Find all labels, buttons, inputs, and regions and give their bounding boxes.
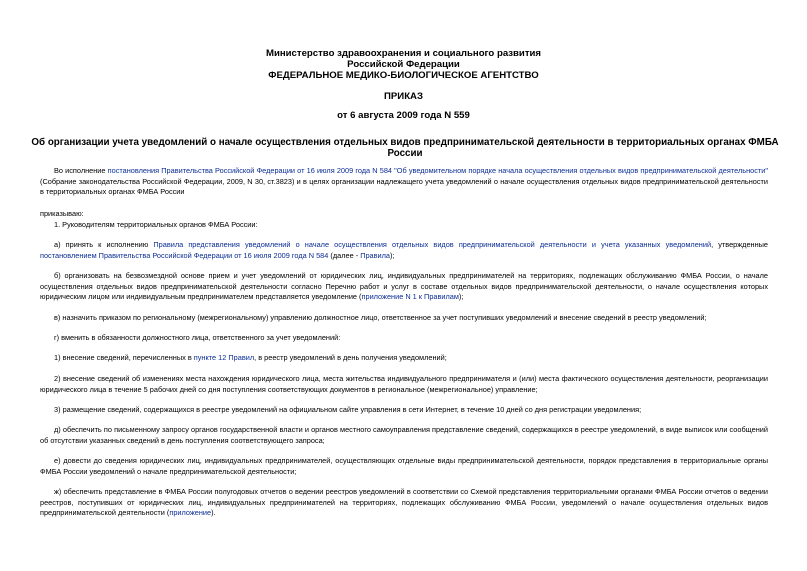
decree-584-link[interactable]: постановления Правительства Российской Федерации от 16 июля 2009 года N 584 "Об уведомительном порядке начала осуществления отдельных видов предпринимательской деятельности" xyxy=(107,166,768,175)
item-g1-prefix: 1) внесение сведений, перечисленных в xyxy=(54,353,194,362)
item-a-suffix-a: (далее - xyxy=(328,250,361,260)
item-e: е) довести до сведения юридических лиц, индивидуальных предпринимателей, осуществляющих отдельные виды предпринимательской деятельности, порядок представления в территориальные органы ФМБА России уведомлений о начале предпринимательской деятельности; xyxy=(40,456,768,476)
document-title: Об организации учета уведомлений о начале осуществления отдельных видов предпринимательской деятельности в территориальных органах ФМБА России xyxy=(31,137,779,159)
item-a-suffix-b: ); xyxy=(390,250,395,260)
item-g: г) вменить в обязанности должностного лица, ответственного за учет уведомлений: xyxy=(54,333,341,342)
agency-name: ФЕДЕРАЛЬНОЕ МЕДИКО-БИОЛОГИЧЕСКОЕ АГЕНТСТВО xyxy=(268,70,539,81)
appendix-link[interactable]: приложение xyxy=(169,508,212,518)
item-b xyxy=(40,271,768,303)
rules-short-link[interactable]: Правила xyxy=(360,250,391,260)
item-v: в) назначить приказом по региональному (межрегиональному) управлению должностное лицо, ответственное за учет поступивших уведомлений и внесение сведений в реестр уведомлений; xyxy=(54,313,707,322)
rules-link[interactable]: Правила представления уведомлений о начале осуществления отдельных видов предпринимательской деятельности и учета указанных уведомлений xyxy=(153,240,712,249)
item-g3: 3) размещение сведений, содержащихся в реестре уведомлений на официальном сайте управления в сети Интернет, в течение 10 дней со дня регистрации уведомления; xyxy=(54,405,642,414)
rules-point-12-link[interactable]: пункте 12 Правил xyxy=(193,353,255,362)
item-b-suffix: ); xyxy=(458,292,464,302)
item-zh-text: ж) обеспечить представление в ФМБА России полугодовых отчетов о ведении реестров уведомлений в соответствии со Схемой представления территориальными органами ФМБА России отчетов о ведении реестров, поступивших от юридических лиц, индивидуальных предпринимателей на территориях, подлежащих обслуживанию ФМБА России, уведомлений о начале осуществления отдельных видов предпринимательской деятельности ( xyxy=(40,487,768,518)
item-zh-suffix: ). xyxy=(211,508,216,518)
item-a xyxy=(40,240,768,261)
appendix-1-link[interactable]: приложение N 1 к Правилам xyxy=(361,292,459,302)
orders-label: приказываю: xyxy=(40,209,84,218)
item-a-middle: , утвержденные xyxy=(711,240,769,249)
item-1: 1. Руководителям территориальных органов ФМБА России: xyxy=(54,220,258,229)
intro-suffix: (Собрание законодательства Российской Федерации, 2009, N 30, ст.3823) и в целях организации надлежащего учета уведомлений о начале осуществления отдельных видов предпринимательской деятельности в территориальных органах ФМБА России xyxy=(40,176,768,197)
document-type: ПРИКАЗ xyxy=(384,91,423,102)
ministry-line-2: Российской Федерации xyxy=(347,59,460,70)
intro-prefix: Во исполнение xyxy=(54,166,108,175)
item-a-prefix: а) принять к исполнению xyxy=(54,240,154,249)
item-g2: 2) внесение сведений об изменениях места нахождения юридического лица, места жительства индивидуального предпринимателя и (или) места фактического осуществления деятельности, реорганизации юридического лица в течение 5 рабочих дней со дня поступления соответствующих документов в региональное (межрегиональное) управление; xyxy=(40,374,768,394)
item-b-text: б) организовать на безвозмездной основе прием и учет уведомлений от юридических лиц, индивидуальных предпринимателей на территориях, подлежащих обслуживанию ФМБА России, о начале осуществления отдельных видов предпринимательской деятельности согласно Перечню работ и услуг в составе отдельных видов предпринимательской деятельности, о начале осуществления которых юридическим лицом или индивидуальным предпринимателем представляется уведомление ( xyxy=(40,271,768,302)
decree-link[interactable]: постановлением Правительства Российской Федерации от 16 июля 2009 года N 584 xyxy=(40,250,329,260)
item-g1 xyxy=(40,353,768,364)
item-d: д) обеспечить по письменному запросу органов государственной власти и органов местного самоуправления представление сведений, содержащихся в реестре уведомлений, в виде выписок или сообщений об отсутствии указанных сведений в день поступления соответствующего запроса; xyxy=(40,425,768,445)
item-g1-suffix: , в реестр уведомлений в день получения уведомлений; xyxy=(254,353,447,362)
document-date: от 6 августа 2009 года N 559 xyxy=(337,110,470,121)
intro-paragraph xyxy=(40,166,768,198)
item-zh xyxy=(40,487,768,519)
ministry-line-1: Министерство здравоохранения и социального развития xyxy=(265,48,542,59)
